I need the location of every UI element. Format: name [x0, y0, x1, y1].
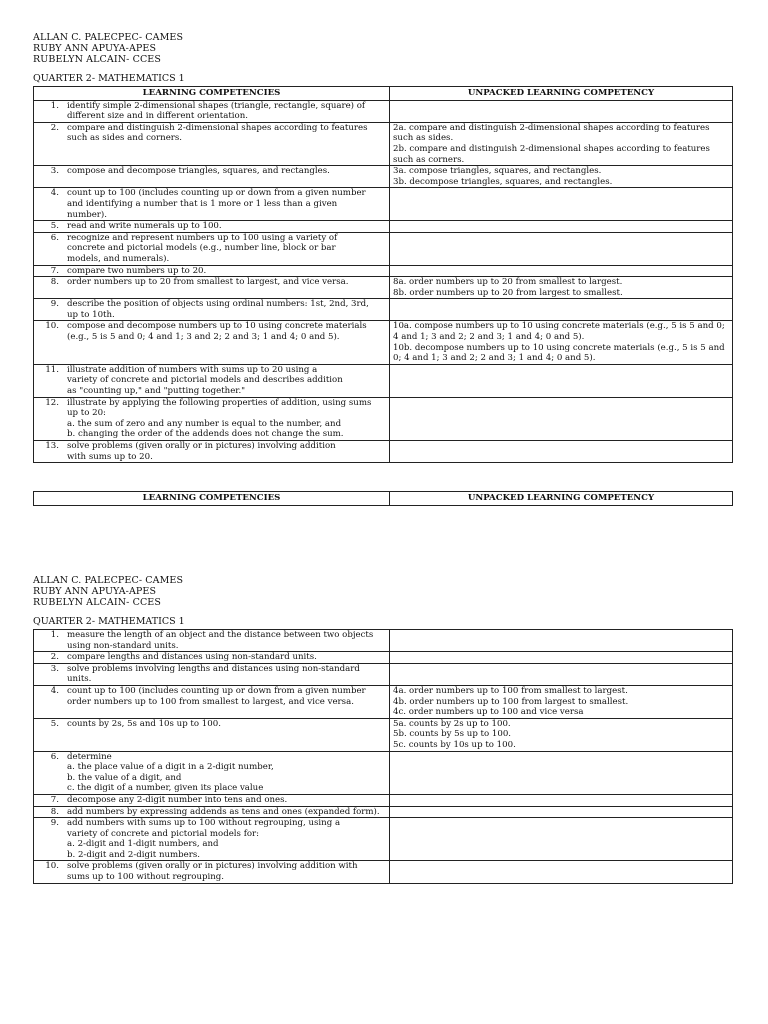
competency-cell [34, 265, 390, 277]
competency-line: determine [67, 751, 112, 762]
competency-text [67, 686, 386, 707]
quarter-title: QUARTER 2- MATHEMATICS 1 [33, 73, 185, 84]
competency-cell [34, 751, 390, 794]
table-row [34, 652, 733, 664]
item-number: 12. [45, 397, 59, 408]
competency-line: measure the length of an object and the distance between two objects [67, 630, 374, 640]
table-row [34, 751, 733, 794]
authors-list [33, 575, 732, 608]
item-number: 7. [50, 265, 59, 276]
table-row [34, 685, 733, 718]
competency-cell [34, 861, 390, 883]
competency-text [67, 752, 386, 794]
competency-line: units. [67, 674, 92, 685]
author-1: ALLAN C. PALECPEC- CAMES [33, 575, 184, 586]
unpacked-cell [390, 441, 733, 463]
quarter-title: QUARTER 2- MATHEMATICS 1 [33, 616, 185, 627]
competency-item [37, 299, 386, 320]
unpacked-cell [390, 166, 733, 188]
table-row [34, 221, 733, 233]
competency-line: read and write numerals up to 100. [67, 221, 222, 232]
competency-item [37, 166, 386, 177]
section-empty-table [33, 491, 732, 506]
competency-line: sums up to 100 without regrouping. [67, 872, 225, 883]
competency-line: compose and decompose numbers up to 10 using concrete materials [67, 321, 367, 332]
item-number: 8. [50, 806, 59, 817]
competency-line: illustrate by applying the following properties of addition, using sums [67, 397, 372, 408]
competency-item [37, 188, 386, 220]
competency-line: variety of concrete and pictorial models for: [67, 828, 260, 839]
competency-line: number). [67, 209, 107, 220]
table-row [34, 188, 733, 221]
competency-line: a. the sum of zero and any number is equal to the number, and [67, 418, 342, 429]
competency-text [67, 795, 386, 806]
item-number: 1. [50, 630, 59, 640]
unpacked-cell [390, 794, 733, 806]
competency-item [37, 101, 386, 122]
unpacked-item: 2a. compare and distinguish 2-dimensional shapes according to features such as sides. [393, 122, 710, 144]
unpacked-cell [390, 685, 733, 718]
competency-text [67, 101, 386, 122]
item-number: 8. [50, 277, 59, 288]
competency-cell [34, 166, 390, 188]
table-header-row [34, 87, 733, 101]
competency-cell [34, 818, 390, 861]
competency-text [67, 188, 386, 220]
table-row [34, 861, 733, 883]
competency-cell [34, 652, 390, 664]
competency-line: different size and in different orientation. [67, 111, 248, 122]
competency-line: and identifying a number that is 1 more or 1 less than a given [67, 198, 338, 209]
item-number: 2. [50, 122, 59, 133]
unpacked-cell [390, 718, 733, 751]
competency-line: counts by 2s, 5s and 10s up to 100. [67, 718, 221, 729]
competency-line: recognize and represent numbers up to 100 using a variety of [67, 232, 338, 243]
table-row [34, 718, 733, 751]
unpacked-cell [390, 818, 733, 861]
item-number: 6. [50, 232, 59, 243]
competency-line: count up to 100 (includes counting up or down from a given number [67, 188, 366, 199]
unpacked-item: 5c. counts by 10s up to 100. [393, 739, 516, 750]
unpacked-item: 3a. compose triangles, squares, and rectangles. [393, 166, 602, 177]
unpacked-cell [390, 232, 733, 265]
competency-item [37, 719, 386, 730]
competency-cell [34, 718, 390, 751]
unpacked-item: 10b. decompose numbers up to 10 using concrete materials (e.g., 5 is 5 and 0; 4 and 1; 3 and 2; 2 and 3; 1 and 4; 0 and 5). [393, 342, 725, 364]
competency-item [37, 266, 386, 277]
competency-cell [34, 794, 390, 806]
competency-line: a. the place value of a digit in a 2-digit number, [67, 762, 274, 773]
table-row [34, 794, 733, 806]
competency-line: concrete and pictorial models (e.g., number line, block or bar [67, 243, 336, 254]
competency-cell [34, 299, 390, 321]
competency-text [67, 398, 386, 440]
unpacked-cell [390, 299, 733, 321]
item-number: 9. [50, 299, 59, 310]
competency-text [67, 807, 386, 818]
table-row [34, 806, 733, 818]
competency-line: using non-standard units. [67, 640, 179, 651]
competency-item [37, 795, 386, 806]
table-row [34, 441, 733, 463]
competency-cell [34, 232, 390, 265]
competency-item [37, 807, 386, 818]
competency-text [67, 664, 386, 685]
competency-line: up to 20: [67, 408, 106, 419]
table-row [34, 630, 733, 652]
competency-item [37, 818, 386, 860]
competency-text [67, 123, 386, 144]
competency-cell [34, 397, 390, 440]
unpacked-cell [390, 321, 733, 364]
table-body [34, 100, 733, 463]
authors-list [33, 32, 732, 65]
unpacked-item: 5a. counts by 2s up to 100. [393, 718, 511, 729]
competency-item [37, 752, 386, 794]
competency-cell [34, 321, 390, 364]
header-learning-competencies: LEARNING COMPETENCIES [34, 492, 390, 506]
competency-cell [34, 100, 390, 122]
competency-cell [34, 277, 390, 299]
unpacked-item: 10a. compose numbers up to 10 using concrete materials (e.g., 5 is 5 and 0; 4 and 1; 3 and 2; 2 and 3; 1 and 4; 0 and 5). [393, 321, 725, 343]
competency-item [37, 652, 386, 663]
unpacked-cell [390, 122, 733, 165]
table-body [34, 630, 733, 884]
competency-item [37, 277, 386, 288]
item-number: 4. [50, 685, 59, 696]
competency-line: add numbers by expressing addends as tens and ones (expanded form). [67, 806, 380, 817]
item-number: 7. [50, 794, 59, 805]
item-number: 5. [50, 221, 59, 232]
competency-item [37, 861, 386, 882]
unpacked-cell [390, 652, 733, 664]
table-row [34, 364, 733, 397]
competency-cell [34, 685, 390, 718]
header-unpacked-competency: UNPACKED LEARNING COMPETENCY [390, 492, 733, 506]
item-number: 3. [50, 663, 59, 674]
competency-text [67, 630, 386, 651]
table-row [34, 100, 733, 122]
competency-text [67, 166, 386, 177]
unpacked-cell [390, 663, 733, 685]
competency-line: b. the value of a digit, and [67, 772, 182, 783]
item-number: 3. [50, 166, 59, 177]
competency-item [37, 664, 386, 685]
author-2: RUBY ANN APUYA-APES [33, 43, 157, 54]
table-row [34, 277, 733, 299]
competency-cell [34, 663, 390, 685]
unpacked-cell [390, 188, 733, 221]
unpacked-item: 8a. order numbers up to 20 from smallest to largest. [393, 277, 623, 288]
unpacked-item: 2b. compare and distinguish 2-dimensional shapes according to features such as corners. [393, 143, 710, 165]
competency-line: with sums up to 20. [67, 451, 153, 462]
unpacked-cell [390, 397, 733, 440]
competency-line: solve problems (given orally or in pictures) involving addition [67, 441, 336, 451]
competency-line: compare lengths and distances using non-standard units. [67, 652, 317, 663]
competency-line: models, and numerals). [67, 253, 170, 264]
item-number: 1. [50, 100, 59, 111]
unpacked-item: 4b. order numbers up to 100 from largest to smallest. [393, 696, 629, 707]
competency-line: b. 2-digit and 2-digit numbers. [67, 849, 201, 860]
item-number: 10. [45, 861, 59, 872]
unpacked-cell [390, 861, 733, 883]
section-1 [33, 32, 732, 463]
competency-cell [34, 122, 390, 165]
table-row [34, 122, 733, 165]
competency-line: illustrate addition of numbers with sums up to 20 using a [67, 364, 318, 375]
table-row [34, 232, 733, 265]
competency-table-1 [33, 86, 733, 463]
item-number: 10. [45, 321, 59, 332]
item-number: 5. [50, 718, 59, 729]
table-row [34, 818, 733, 861]
competency-line: up to 10th. [67, 309, 115, 320]
unpacked-cell [390, 277, 733, 299]
competency-line: order numbers up to 100 from smallest to largest, and vice versa. [67, 696, 354, 707]
competency-item [37, 233, 386, 265]
competency-text [67, 861, 386, 882]
section-2 [33, 575, 732, 884]
competency-line: solve problems involving lengths and distances using non-standard [67, 663, 360, 674]
unpacked-cell [390, 100, 733, 122]
competency-line: as "counting up," and "putting together." [67, 386, 246, 397]
competency-cell [34, 364, 390, 397]
unpacked-cell [390, 806, 733, 818]
competency-line: a. 2-digit and 1-digit numbers, and [67, 839, 219, 850]
unpacked-cell [390, 630, 733, 652]
competency-cell [34, 441, 390, 463]
competency-line: order numbers up to 20 from smallest to largest, and vice versa. [67, 277, 349, 288]
competency-line: solve problems (given orally or in pictures) involving addition with [67, 861, 358, 872]
competency-item [37, 630, 386, 651]
table-row [34, 265, 733, 277]
competency-cell [34, 188, 390, 221]
competency-line: add numbers with sums up to 100 without regrouping, using a [67, 818, 341, 829]
competency-line: c. the digit of a number, given its place value [67, 783, 264, 794]
item-number: 4. [50, 188, 59, 199]
unpacked-cell [390, 221, 733, 233]
competency-cell [34, 221, 390, 233]
competency-text [67, 441, 386, 462]
unpacked-item: 4c. order numbers up to 100 and vice versa [393, 707, 584, 718]
table-row [34, 663, 733, 685]
competency-item [37, 398, 386, 440]
header-unpacked-competency: UNPACKED LEARNING COMPETENCY [390, 87, 733, 101]
author-3: RUBELYN ALCAIN- CCES [33, 597, 161, 608]
competency-text [67, 365, 386, 397]
competency-line: decompose any 2-digit number into tens and ones. [67, 794, 288, 805]
competency-item [37, 321, 386, 342]
competency-text [67, 221, 386, 232]
author-2: RUBY ANN APUYA-APES [33, 586, 157, 597]
item-number: 9. [50, 818, 59, 829]
competency-cell [34, 806, 390, 818]
competency-item [37, 365, 386, 397]
unpacked-item: 4a. order numbers up to 100 from smallest to largest. [393, 685, 628, 696]
competency-text [67, 266, 386, 277]
item-number: 2. [50, 652, 59, 663]
competency-item [37, 686, 386, 707]
unpacked-cell [390, 364, 733, 397]
competency-table-empty [33, 491, 733, 506]
competency-line: identify simple 2-dimensional shapes (triangle, rectangle, square) of [67, 100, 366, 111]
table-row [34, 299, 733, 321]
competency-line: compare two numbers up to 20. [67, 265, 207, 276]
competency-line: b. changing the order of the addends does not change the sum. [67, 429, 344, 440]
competency-text [67, 818, 386, 860]
competency-item [37, 221, 386, 232]
unpacked-cell [390, 751, 733, 794]
unpacked-item: 3b. decompose triangles, squares, and rectangles. [393, 176, 613, 187]
table-row [34, 166, 733, 188]
table-row [34, 397, 733, 440]
competency-text [67, 277, 386, 288]
competency-line: describe the position of objects using ordinal numbers: 1st, 2nd, 3rd, [67, 299, 369, 310]
item-number: 11. [45, 364, 59, 375]
competency-line: variety of concrete and pictorial models and describes addition [67, 375, 343, 386]
competency-text [67, 719, 386, 730]
author-1: ALLAN C. PALECPEC- CAMES [33, 32, 184, 43]
item-number: 13. [45, 441, 59, 451]
competency-text [67, 321, 386, 342]
competency-line: compare and distinguish 2-dimensional shapes according to features [67, 122, 368, 133]
competency-cell [34, 630, 390, 652]
header-learning-competencies: LEARNING COMPETENCIES [34, 87, 390, 101]
competency-line: such as sides and corners. [67, 133, 183, 144]
table-header-row [34, 492, 733, 506]
competency-line: (e.g., 5 is 5 and 0; 4 and 1; 3 and 2; 2 and 3; 1 and 4; 0 and 5). [67, 332, 340, 343]
competency-line: count up to 100 (includes counting up or down from a given number [67, 685, 366, 696]
competency-item [37, 123, 386, 144]
unpacked-item: 5b. counts by 5s up to 100. [393, 729, 512, 740]
competency-line: compose and decompose triangles, squares, and rectangles. [67, 166, 330, 177]
author-3: RUBELYN ALCAIN- CCES [33, 54, 161, 65]
table-row [34, 321, 733, 364]
competency-text [67, 652, 386, 663]
unpacked-item: 8b. order numbers up to 20 from largest to smallest. [393, 287, 623, 298]
competency-text [67, 299, 386, 320]
item-number: 6. [50, 751, 59, 762]
competency-table-2 [33, 629, 733, 884]
competency-text [67, 233, 386, 265]
competency-item [37, 441, 386, 462]
unpacked-cell [390, 265, 733, 277]
